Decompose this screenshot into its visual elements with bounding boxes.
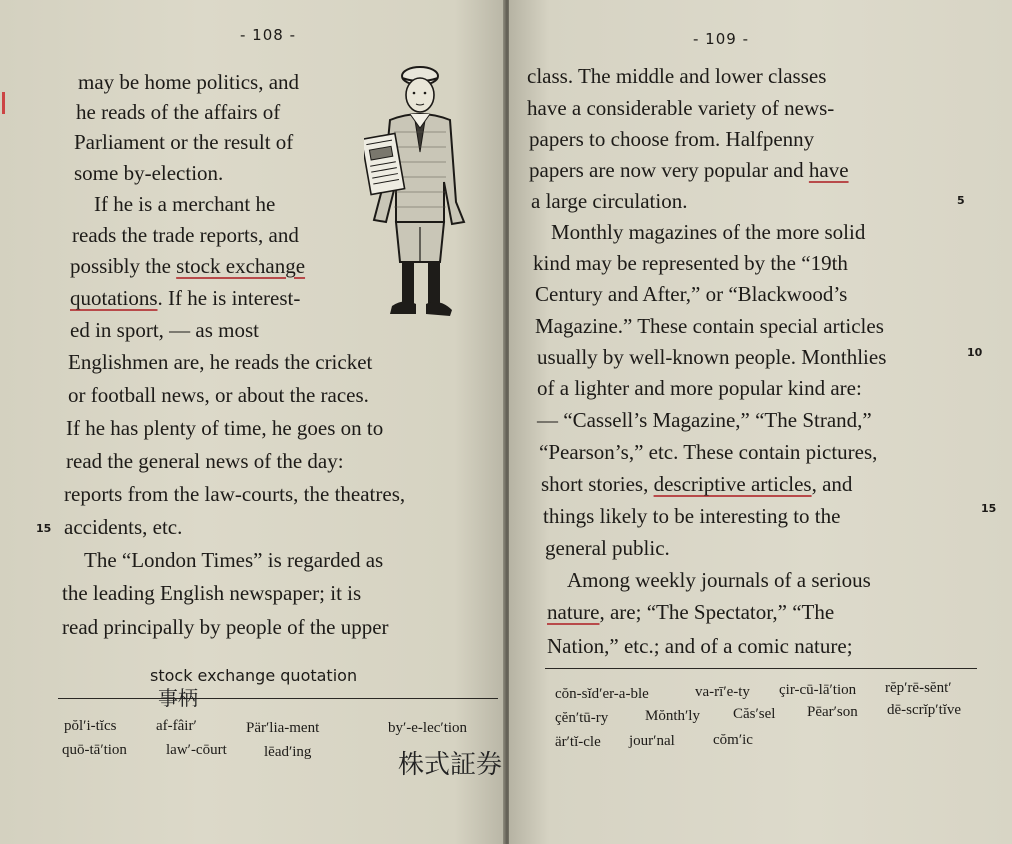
text-line: — “Cassell’s Magazine,” “The Strand,”: [537, 408, 872, 432]
footnote-word: çir-cū-lā′tion: [779, 682, 857, 698]
text-line: kind may be represented by the “19th: [533, 251, 848, 275]
text-line: Nation,” etc.; and of a comic nature;: [547, 634, 853, 658]
text-line: general public.: [545, 536, 670, 560]
footnote-word: rĕp′rē-sĕnt′: [885, 680, 952, 696]
footnote-word: är′tĭ-cle: [555, 734, 601, 750]
underlined-phrase: quotations: [70, 286, 158, 310]
footnote-word: lēad′ing: [264, 744, 312, 760]
footnote-word: dē-scrĭp′tĭve: [887, 702, 962, 718]
text-line: quotations. If he is interest-: [70, 286, 301, 310]
text-line: or football news, or about the races.: [68, 383, 369, 407]
text-line: may be home politics, and: [78, 70, 300, 94]
right-page: [509, 0, 1012, 844]
underlined-phrase: nature: [547, 600, 600, 624]
margin-mark: [2, 92, 5, 114]
newsboy-illustration: [364, 62, 474, 324]
text-line: Among weekly journals of a serious: [567, 568, 871, 592]
text-line: The “London Times” is regarded as: [84, 548, 384, 572]
footnote-word: quō-tā′tion: [62, 742, 127, 758]
footnote-word: Căs′sel: [733, 706, 776, 722]
footnote-rule: [58, 698, 498, 699]
footnote-word: cŏm′ic: [713, 732, 753, 748]
text-line: nature, are; “The Spectator,” “The: [547, 600, 835, 624]
text-line: read principally by people of the upper: [62, 615, 389, 639]
text-line: papers are now very popular and have: [529, 158, 849, 182]
footnote-word: jour′nal: [629, 733, 675, 749]
left-page: [0, 0, 505, 844]
text-line: class. The middle and lower classes: [527, 64, 827, 88]
footnote-word: va-rī′e-ty: [695, 684, 750, 700]
text-line: reports from the law-courts, the theatres,: [64, 482, 406, 506]
footnote-word: Pär′lia-ment: [246, 720, 320, 736]
underlined-phrase: have: [808, 158, 849, 182]
text-line: have a considerable variety of news-: [527, 96, 835, 120]
text-line: the leading English newspaper; it is: [62, 581, 362, 605]
footnote-word: by′-e-lec′tion: [388, 720, 468, 736]
line-number: 15: [981, 502, 997, 515]
text-line: reads the trade reports, and: [72, 223, 299, 247]
text-line: Monthly magazines of the more solid: [551, 220, 866, 244]
text-line: Magazine.” These contain special articles: [535, 314, 884, 338]
text-line: of a lighter and more popular kind are:: [537, 376, 862, 400]
text-line: If he is a merchant he: [94, 192, 276, 216]
text-line: Century and After,” or “Blackwood’s: [535, 282, 848, 306]
page-number: - 109 -: [693, 30, 749, 48]
text-line: short stories, descriptive articles, and: [541, 472, 853, 496]
text-line: papers to choose from. Halfpenny: [529, 127, 815, 151]
text-line: a large circulation.: [531, 189, 688, 213]
line-number: 10: [967, 346, 983, 359]
footnote-rule: [545, 668, 977, 669]
footnote-word: çĕn′tū-ry: [555, 710, 609, 726]
text-line: Englishmen are, he reads the cricket: [68, 350, 373, 374]
footnote-title: stock exchange quotation: [150, 666, 358, 685]
footnote-word: af-fâir′: [156, 718, 197, 734]
footnote-word: Mŏnth′ly: [645, 708, 700, 724]
handwritten-note: 事柄: [158, 686, 198, 710]
underlined-phrase: stock exchange: [176, 254, 306, 278]
text-line: he reads of the affairs of: [76, 100, 281, 124]
text-line: things likely to be interesting to the: [543, 504, 841, 528]
text-line: read the general news of the day:: [66, 449, 344, 473]
handwritten-note: 株式証券: [398, 750, 503, 780]
footnote-word: pŏl′i-tĭcs: [64, 718, 117, 734]
footnote-word: law′-cōurt: [166, 742, 227, 758]
text-line: accidents, etc.: [64, 515, 183, 539]
text-line: Parliament or the result of: [74, 130, 294, 154]
underlined-phrase: descriptive articles: [653, 472, 812, 496]
page-number: - 108 -: [240, 26, 296, 44]
footnote-word: cŏn-sĭd′er-a-ble: [555, 686, 649, 702]
text-line: usually by well-known people. Monthlies: [537, 345, 887, 369]
text-line: If he has plenty of time, he goes on to: [66, 416, 384, 440]
line-number: 15: [36, 522, 52, 535]
text-line: some by-election.: [74, 161, 224, 185]
text-line: “Pearson’s,” etc. These contain pictures,: [539, 440, 878, 464]
line-number: 5: [957, 194, 965, 207]
text-line: possibly the stock exchange: [70, 254, 306, 278]
text-line: ed in sport, — as most: [70, 318, 259, 342]
footnote-word: Pēar′son: [807, 704, 858, 720]
